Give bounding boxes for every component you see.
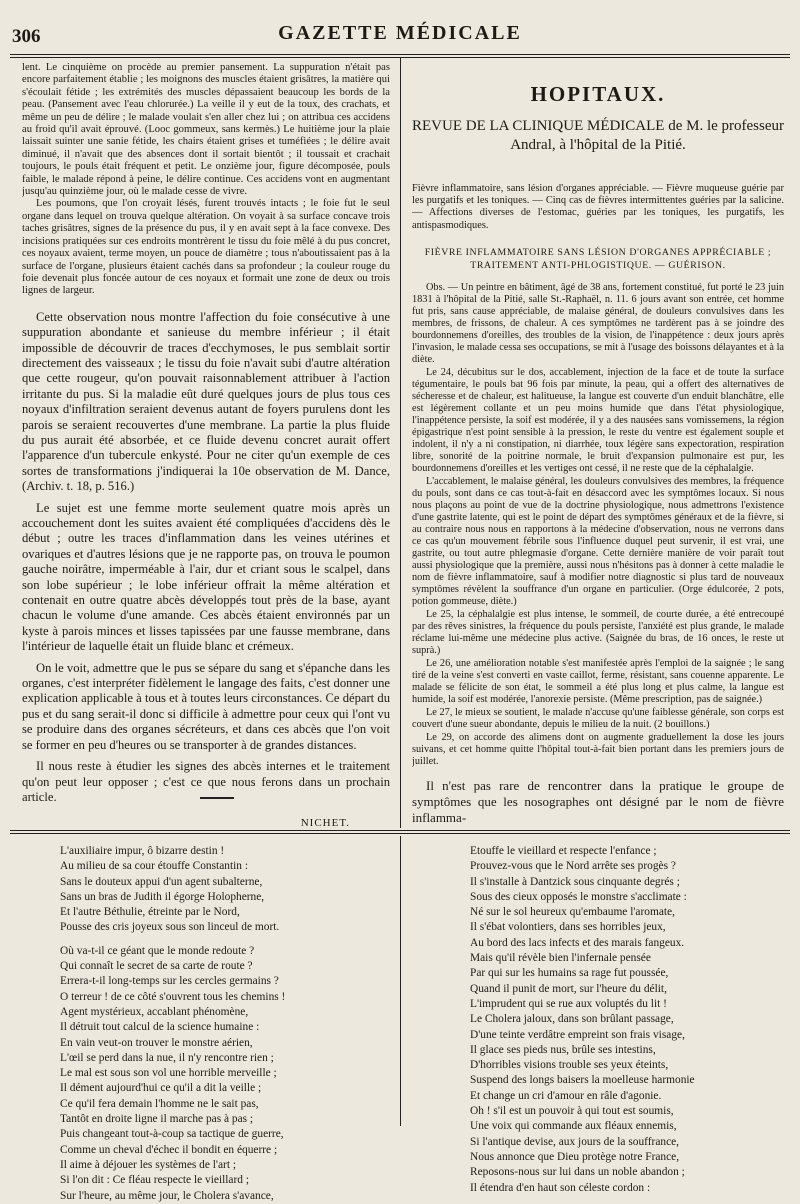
closing-paragraph <box>412 778 784 826</box>
paragraph: On le voit, admettre que le pus se sépare du sang et s'épanche dans les organes, c'est interpréter fidèlement le langage des faits, c'est donner une explication applicable à tous et à toutes leurs circonstances. Ce départ du pus et du sang serait-il donc si difficile à admettre pour ceux qui l'ont vu se produire dans des organes sécréteurs, et dans ces abcès que l'on voit se former en peu d'heures ou se transporter à de grandes distances. <box>22 660 390 752</box>
poem-line: L'auxiliaire impur, ô bizarre destin ! <box>60 845 225 857</box>
masthead-title: GAZETTE MÉDICALE <box>278 22 522 44</box>
poem-line: D'horribles visions trouble ses yeux éteints, <box>470 1059 669 1072</box>
poem-line: Reposons-nous sur lui dans un noble abandon ; <box>470 1166 685 1179</box>
poem-line: Il glace ses pieds nus, brûle ses intestins, <box>470 1043 656 1056</box>
paragraph: Il nous reste à étudier les signes des abcès internes et le traitement qu'on peut leur opposer ; c'est ce que nous ferons dans un prochain article. <box>22 759 390 804</box>
poem-line: Si l'antique devise, aux jours de la souffrance, <box>470 1135 680 1148</box>
case-heading <box>412 246 784 272</box>
poem-line: Comme un cheval d'échec il bondit en équerre ; <box>60 1143 278 1156</box>
paragraph: Le 25, la céphalalgie est plus intense, le sommeil, de courte durée, a été entrecoupé par des rêves sinistres, la fréquence du pouls persiste, l'anxiété est plus grande, le malade réclame lui-même une médecine plus active. (Saignée du bras, de 16 onces, le reste ut suprà.) <box>412 608 784 656</box>
case-heading-line: TRAITEMENT ANTI-PHLOGISTIQUE. — GUÉRISON. <box>470 259 726 271</box>
right-column <box>412 62 784 826</box>
poem-line: Où va-t-il ce géant que le monde redoute ? <box>60 944 255 957</box>
poem-line: Agent mystérieux, accablant phénomène, <box>60 1005 249 1018</box>
poem-line: Si l'on dit : Ce fléau respecte le vieillard ; <box>60 1174 249 1187</box>
paragraph: Obs. — Un peintre en bâtiment, âgé de 38 ans, fortement constitué, fut porté le 23 juin 1831 à l'hôpital de la Pitié, salle St.-Raphaël, n. 11. 6 jours avant son entrée, cet homme fut pris, sans cause appréciable, de malaise général, de douleurs convulsives dans les membres, de frissons, de chaleur. A ces symptômes ne tardèrent pas à se joindre des bourdonnemens d'oreilles, des troubles de la vision, de l'inappétence : deux jours après l'invasion, le malade cessa ses occupations, se mit à l'usage des boissons délayantes et à la diète. <box>412 281 784 365</box>
poem-right-column <box>470 844 695 1196</box>
poem-line: Il étendra d'en haut son céleste cordon : <box>470 1181 651 1194</box>
paragraph: Le 26, une amélioration notable s'est manifestée après l'emploi de la saignée ; le sang tiré de la veine s'est converti en vaste caillot, ferme, résistant, sans couenne apparente. Le malade se félicite de son état, le sommeil a été plus long et plus calme, la langue est humide, la soif est modérée, l'anorexie persiste. (Même prescription, pas de saignée.) <box>412 657 784 705</box>
feuilleton-rule-double <box>10 833 790 834</box>
discussion <box>22 310 390 806</box>
poem-line: Mais qu'il révèle bien l'infernale pensée <box>470 952 651 965</box>
poem-line: Il aime à déjouer les systèmes de l'art ; <box>60 1158 237 1171</box>
poem-line: Pousse des cris joyeux sous son linceul de mort. <box>60 921 280 934</box>
poem-line: Et l'autre Béthulie, étreinte par le Nord, <box>60 906 240 919</box>
poem-line: Sur l'heure, au même jour, le Cholera s'avance, <box>60 1189 274 1202</box>
poem-line: Suspend des longs baisers la moelleuse harmonie <box>470 1074 695 1087</box>
poem-line: O terreur ! de ce côté s'ouvrent tous les chemins ! <box>60 990 286 1003</box>
poem-line: Sous des cieux opposés le monstre s'acclimate : <box>470 890 687 903</box>
poem-line: Il s'ébat volontiers, dans ses horribles jeux, <box>470 921 666 934</box>
header-rule <box>10 54 790 55</box>
poem-line: Ce qu'il fera demain l'homme ne le sait pas, <box>60 1097 259 1110</box>
page-number: 306 <box>12 26 41 47</box>
paragraph: Le 27, le mieux se soutient, le malade n'accuse qu'une faiblesse générale, son corps est couvert d'une sueur abondante, depuis le milieu de la nuit. (2 bouillons.) <box>412 706 784 730</box>
poem-line: Il s'installe à Dantzick sous cinquante degrés ; <box>470 875 680 888</box>
case-report-continuation <box>22 62 390 298</box>
feuilleton-rule <box>10 830 790 831</box>
article-summary: Fièvre inflammatoire, sans lésion d'organes appréciable. — Fièvre muqueuse guérie par les purgatifs et les toniques. — Cinq cas de fièvres intermittentes guéries par la salicine. — Affections diverses de l'estomac, guéries par les toniques, les purgatifs, les antispasmodiques. <box>412 183 784 231</box>
article-title: REVUE DE LA CLINIQUE MÉDICALE de M. le professeur Andral, à l'hôpital de la Pitié. <box>412 118 784 153</box>
paragraph: Le sujet est une femme morte seulement quatre mois après un accouchement dont les suites avaient été compliquées d'accidens dès le début ; outre les traces d'inflammation dans les veines utérines et ovariques et d'autres lésions que je ne rapporte pas, on trouva le poumon gauche noirâtre, imperméable à l'air, dur et criant sous le scalpel, dans son lobe supérieur ; le lobe inférieur offrait la même altération et contenait en outre quatre abcès développés tout près de la base, ayant chacun le volume d'une amande. Ces abcès étaient environnés par un kyste à parois minces et lisses tapissées par une fausse membrane, dans l'intérieur de laquelle était un fluide blanc et crémeux. <box>22 500 390 654</box>
poem-line: Il détruit tout calcul de la science humaine : <box>60 1021 260 1034</box>
poem-line: Le Cholera jaloux, dans son brûlant passage, <box>470 1013 674 1026</box>
author-signature: NICHET. <box>300 817 350 830</box>
poem-line: Errera-t-il long-temps sur les cercles germains ? <box>60 975 279 988</box>
poem-line: Par qui sur les humains sa rage fut poussée, <box>470 967 669 980</box>
paragraph: Le 24, décubitus sur le dos, accablement, injection de la face et de toute la surface tégumentaire, le pouls bat 96 fois par minute, la peau, qui a offert des alternatives de sécheresse et de chaleur, est halitueuse, la langue est couverte d'un enduit blanchâtre, elle est légèrement collante et un peu moins humide que dans l'état physiologique, l'inappétence persiste, la soif est modérée, il y a des nausées sans vomissemens, la région épigastrique n'est point sensible à la pression, le reste du ventre est également souple et indolent, il n'y a ni constipation, ni diarrhée, toux légère sans expectoration, respiration libre, sonorité de la poitrine normale, le bruit d'expansion pulmonaire est pur, les bourdonnemens d'oreilles et les vertiges ont cessé, il ne reste que de la céphalalgie. <box>412 366 784 474</box>
paragraph: Il n'est pas rare de rencontrer dans la pratique le groupe de symptômes que les nosographes ont désigné par le nom de fièvre inflamma- <box>412 777 784 825</box>
poem-line: Nous annonce que Dieu protège notre France, <box>470 1150 680 1163</box>
poem-left-column <box>60 844 285 1204</box>
case-heading-line: FIÈVRE INFLAMMATOIRE SANS LÉSION D'ORGANES APPRÉCIABLE ; <box>424 246 772 258</box>
paragraph: Les poumons, que l'on croyait lésés, furent trouvés intacts ; le foie fut le seul organe dans lequel on trouva quelque altération. On voyait à sa surface concave trois taches grisâtres, signes de la présence du pus, il y en avait sept à la face convexe. Des incisions pratiquées sur ces endroits montrèrent le tissu du foie mêlé à du pus concret, ces noyaux avaient, terme moyen, un pouce de diamètre ; tous n'aboutissaient pas à la surface de l'organe, plusieurs étaient cachés dans sa profondeur ; la couleur rouge du foie devenait plus foncée autour de ces noyaux et formait une zone de deux ou trois lignes de largeur. <box>22 198 390 297</box>
poem-line: Au milieu de sa cour étouffe Constantin : <box>60 860 249 873</box>
paragraph: Le 29, on accorde des alimens dont on augmente graduellement la dose les jours suivans, et cet homme quitte l'hôpital tout-à-fait bien portant dans les premiers jours de juillet. <box>412 731 784 767</box>
poem-line: Au bord des lacs infects et des marais fangeux. <box>470 936 685 949</box>
poem-line: Une voix qui commande aux fléaux ennemis, <box>470 1120 677 1133</box>
poem-line: Oh ! s'il est un pouvoir à qui tout est soumis, <box>470 1105 674 1118</box>
section-end-rule <box>200 797 234 799</box>
stanza-break <box>60 936 285 944</box>
paragraph: lent. Le cinquième on procède au premier pansement. La suppuration n'était pas encore parfaitement établie ; les moignons des muscles étaient grisâtres, la matière qui s'écoulait fétide ; les extrémités des muscles dépassaient beaucoup les bords de la peau. (Pansement avec l'eau chlorurée.) La veille il y eut de la toux, des crachats, et même un peu de délire ; le malade voulait s'en aller chez lui ; on attribua ces accidens au froid qu'il avait éprouvé. (Looc gommeux, sans kermès.) Le huitième jour la plaie laissait suinter une sanie fétide, les chairs étaient grises et tuméfiées ; le délire avait diminué, il n'avait que des absences dont il sortait bientôt ; il toussait et crachait toujours, le pouls était fréquent et petit. Le onzième jour, figure décomposée, pouls faible, le malade répond à peine, le délire continue. Ces accidens vont en augmentant jusqu'au quinzième jour, où le malade cesse de vivre. <box>22 62 390 198</box>
column-divider <box>400 58 401 828</box>
poem-line: Et change un cri d'amour en râle d'agonie. <box>470 1089 662 1102</box>
poem-line: Qui connaît le secret de sa carte de route ? <box>60 960 253 973</box>
paragraph: Cette observation nous montre l'affection du foie consécutive à une suppuration abondante et sanieuse du membre inférieur ; il était impossible de découvrir de traces d'ecchymoses, le pus semblait sortir directement des vaisseaux ; le tissu du foie n'avait subi d'autre altération que cette rougeur, qu'on pouvait raisonnablement attribuer à l'action irritante du pus. Si la maladie eût duré quelques jours de plus tous ces noyaux d'infiltration seraient devenus autant de foyers purulens dont les parois se seraient recouvertes d'une membrane. La partie la plus fluide du pus aurait été absorbée, et ce fluide devenu concret aurait offert l'apparence d'un tubercule enkysté. Pour ne citer qu'un exemple de ces sortes de transformations j'indiquerai la 10e observation de M. Dance, (Archiv. t. 18, p. 516.) <box>22 309 390 494</box>
poem-line: Sans le douteux appui d'un agent subalterne, <box>60 875 263 888</box>
poem-line: Il dément aujourd'hui ce qu'il a dit la veille ; <box>60 1082 262 1095</box>
poem-line: Etouffe le vieillard et respecte l'enfance ; <box>470 845 657 857</box>
poem-line: Quand il punit de mort, sur l'heure du délit, <box>470 982 667 995</box>
poem-line: L'imprudent qui se rue aux voluptés du lit ! <box>470 997 667 1010</box>
poem-line: L'œil se perd dans la nue, il n'y rencontre rien ; <box>60 1051 274 1064</box>
observation <box>412 282 784 768</box>
poem-line: Sans un bras de Judith il égorge Holopherne, <box>60 890 265 903</box>
paragraph: L'accablement, le malaise général, les douleurs convulsives des membres, la fréquence du pouls, sont dans ce cas tout-à-fait en désaccord avec les symptômes locaux. Si nous nous plaçons au point de vue de la doctrine physiologique, nous admettrons l'existence d'une gastrite latente, qui est le point de départ des symptômes généraux et de la fièvre, si au contraire nous nous en rapportons à la médecine d'observation, nous ne verrons dans ce cas qu'un mouvement fébrile sous l'influence duquel peut survenir, il est vrai, une gastrite, ou tout autre phlegmasie d'organe. Cette dernière manière de voir paraît tout aussi physiologique que la première, aussi nous n'hésitons pas à donner à cette maladie le nom de fièvre inflammatoire, sauf à modifier notre diagnostic si plus tard de nouveaux symptômes révèlent la souffrance d'un organe en particulier. (Orge édulcorée, 2 pots, potion gommeuse, diète.) <box>412 475 784 607</box>
poem-line: Le mal est sous son vol une horrible merveille ; <box>60 1067 277 1080</box>
poem-column-divider <box>400 836 401 1126</box>
poem-line: D'une teinte verdâtre empreint son frais visage, <box>470 1028 685 1041</box>
poem-line: Prouvez-vous que le Nord arrête ses progès ? <box>470 860 676 873</box>
poem-line: Né sur le sol heureux qu'embaume l'aromate, <box>470 906 675 919</box>
section-title: HOPITAUX. <box>530 82 666 106</box>
left-column <box>22 62 390 829</box>
poem-line: Tantôt en droite ligne il marche pas à pas ; <box>60 1113 254 1126</box>
poem-line: Puis changeant tout-à-coup sa tactique de guerre, <box>60 1128 284 1141</box>
poem-line: En vain veut-on trouver le monstre aérien, <box>60 1036 253 1049</box>
